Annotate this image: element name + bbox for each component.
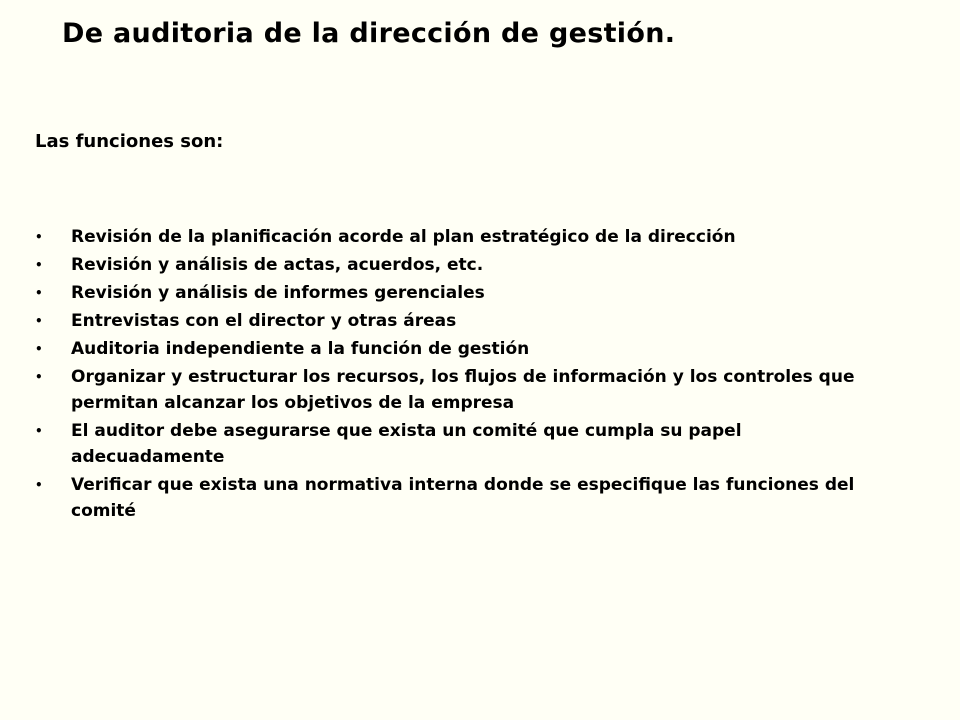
bullet-icon: • — [35, 314, 43, 328]
bullet-icon: • — [35, 286, 43, 300]
bullet-icon: • — [35, 258, 43, 272]
list-item-text: Revisión y análisis de actas, acuerdos, etc. — [71, 255, 484, 275]
list-item — [35, 364, 895, 416]
list-item — [35, 418, 895, 470]
list-item — [35, 308, 895, 334]
list-item — [35, 336, 895, 362]
list-item — [35, 224, 895, 250]
list-item — [35, 280, 895, 306]
list-item-text: Revisión de la planificación acorde al plan estratégico de la dirección — [71, 227, 736, 247]
slide-subtitle: Las funciones son: — [35, 131, 224, 152]
bullet-list — [35, 224, 895, 526]
list-item-text: Revisión y análisis de informes gerenciales — [71, 283, 485, 303]
bullet-icon: • — [35, 478, 43, 492]
list-item-text: Auditoria independiente a la función de gestión — [71, 339, 530, 359]
list-item — [35, 252, 895, 278]
bullet-icon: • — [35, 424, 43, 438]
list-item-text: Verificar que exista una normativa interna donde se especifique las funciones del comité — [71, 475, 855, 521]
list-item-text: Entrevistas con el director y otras áreas — [71, 311, 457, 331]
bullet-icon: • — [35, 342, 43, 356]
list-item-text: Organizar y estructurar los recursos, los flujos de información y los controles que permitan alcanzar los objetivos de la empresa — [71, 367, 855, 413]
bullet-icon: • — [35, 370, 43, 384]
list-item-text: El auditor debe asegurarse que exista un comité que cumpla su papel adecuadamente — [71, 421, 742, 467]
bullet-icon: • — [35, 230, 43, 244]
slide-title: De auditoria de la dirección de gestión. — [62, 18, 676, 49]
list-item — [35, 472, 895, 524]
